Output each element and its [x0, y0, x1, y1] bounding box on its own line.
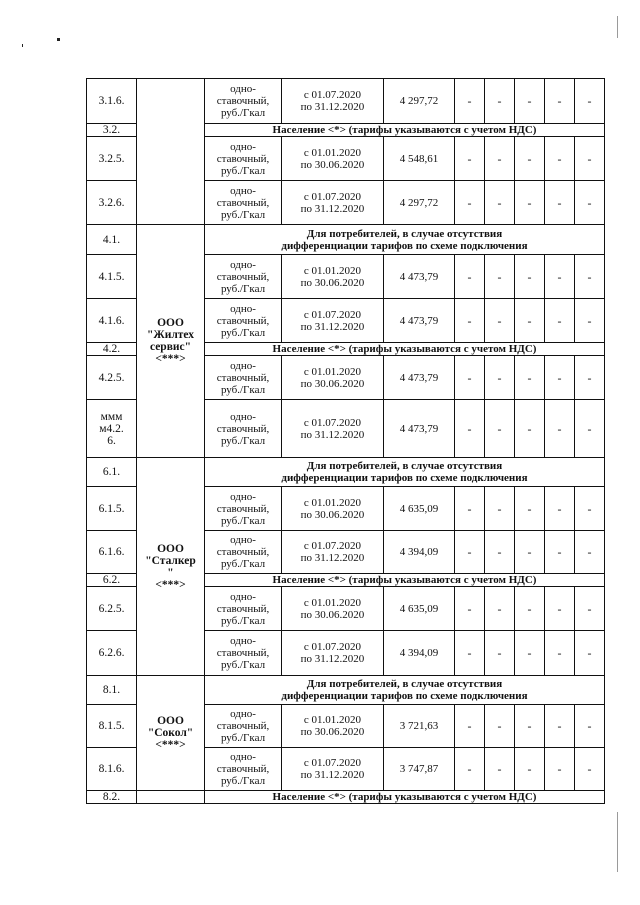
empty-value: -: [455, 79, 485, 124]
empty-value: -: [515, 631, 545, 676]
empty-value: -: [545, 531, 575, 574]
tariff-value: 4 473,79: [384, 255, 455, 299]
table-row: [87, 458, 605, 487]
empty-value: -: [575, 487, 605, 531]
empty-value: -: [575, 79, 605, 124]
empty-value: -: [575, 299, 605, 343]
rate-label: одно- ставочный, руб./Гкал: [205, 181, 282, 225]
empty-value: -: [485, 137, 515, 181]
empty-value: -: [455, 400, 485, 458]
tariff-value: 4 635,09: [384, 587, 455, 631]
empty-value: -: [515, 400, 545, 458]
row-number: 4.1.6.: [87, 299, 137, 343]
period-cell: с 01.01.2020 по 30.06.2020: [282, 587, 384, 631]
rate-label: одно- ставочный, руб./Гкал: [205, 255, 282, 299]
empty-value: -: [545, 705, 575, 748]
table-row: [87, 676, 605, 705]
period-cell: с 01.07.2020 по 31.12.2020: [282, 299, 384, 343]
period-cell: с 01.07.2020 по 31.12.2020: [282, 631, 384, 676]
row-number: 6.1.: [87, 458, 137, 487]
empty-value: -: [455, 299, 485, 343]
row-number: 4.2.: [87, 343, 137, 356]
empty-value: -: [575, 587, 605, 631]
empty-value: -: [455, 137, 485, 181]
empty-value: -: [545, 137, 575, 181]
tariff-value: 4 548,61: [384, 137, 455, 181]
empty-value: -: [575, 255, 605, 299]
empty-value: -: [455, 356, 485, 400]
scan-edge-noise: [617, 812, 618, 872]
organization-name: ООО "Сокол" <***>: [137, 676, 205, 791]
section-heading-population: Население <*> (тарифы указываются с учетом НДС): [205, 791, 605, 804]
empty-value: -: [485, 400, 515, 458]
empty-value: -: [545, 400, 575, 458]
tariff-value: 3 721,63: [384, 705, 455, 748]
row-number: 6.1.5.: [87, 487, 137, 531]
empty-value: -: [545, 587, 575, 631]
empty-value: -: [485, 587, 515, 631]
rate-label: одно- ставочный, руб./Гкал: [205, 400, 282, 458]
rate-label: одно- ставочный, руб./Гкал: [205, 748, 282, 791]
empty-value: -: [515, 299, 545, 343]
table-row: [87, 791, 605, 804]
tariff-value: 4 473,79: [384, 400, 455, 458]
period-cell: с 01.07.2020 по 31.12.2020: [282, 181, 384, 225]
empty-value: -: [515, 705, 545, 748]
empty-value: -: [515, 181, 545, 225]
empty-value: -: [545, 181, 575, 225]
empty-value: -: [485, 487, 515, 531]
organization-name: ООО "Сталкер " <***>: [137, 458, 205, 676]
empty-value: -: [545, 631, 575, 676]
rate-label: одно- ставочный, руб./Гкал: [205, 705, 282, 748]
tariff-table: [86, 78, 605, 804]
period-cell: с 01.07.2020 по 31.12.2020: [282, 531, 384, 574]
row-number: 4.1.: [87, 225, 137, 255]
empty-value: -: [515, 137, 545, 181]
empty-value: -: [575, 181, 605, 225]
rate-label: одно- ставочный, руб./Гкал: [205, 137, 282, 181]
empty-value: -: [455, 181, 485, 225]
rate-label: одно- ставочный, руб./Гкал: [205, 531, 282, 574]
rate-label: одно- ставочный, руб./Гкал: [205, 356, 282, 400]
row-number: 8.1.6.: [87, 748, 137, 791]
empty-value: -: [455, 255, 485, 299]
row-number: 8.2.: [87, 791, 137, 804]
empty-value: -: [545, 487, 575, 531]
rate-label: одно- ставочный, руб./Гкал: [205, 299, 282, 343]
row-number: 3.2.6.: [87, 181, 137, 225]
empty-value: -: [455, 487, 485, 531]
scan-speck: [22, 44, 23, 47]
empty-value: -: [485, 299, 515, 343]
empty-value: -: [515, 356, 545, 400]
section-heading-population: Население <*> (тарифы указываются с учетом НДС): [205, 343, 605, 356]
empty-value: -: [545, 748, 575, 791]
empty-value: -: [575, 400, 605, 458]
rate-label: одно- ставочный, руб./Гкал: [205, 587, 282, 631]
row-number: 6.1.6.: [87, 531, 137, 574]
rate-label: одно- ставочный, руб./Гкал: [205, 79, 282, 124]
row-number: 8.1.: [87, 676, 137, 705]
empty-value: -: [545, 299, 575, 343]
empty-value: -: [575, 748, 605, 791]
empty-value: -: [545, 356, 575, 400]
period-cell: с 01.01.2020 по 30.06.2020: [282, 705, 384, 748]
scan-edge-noise: [617, 16, 618, 38]
row-number: 3.1.6.: [87, 79, 137, 124]
organization-cell: [137, 79, 205, 225]
empty-value: -: [455, 587, 485, 631]
empty-value: -: [455, 531, 485, 574]
empty-value: -: [575, 531, 605, 574]
tariff-value: 4 473,79: [384, 299, 455, 343]
empty-value: -: [515, 255, 545, 299]
section-heading-population: Население <*> (тарифы указываются с учетом НДС): [205, 124, 605, 137]
empty-value: -: [485, 705, 515, 748]
row-number: 4.2.5.: [87, 356, 137, 400]
tariff-value: 3 747,87: [384, 748, 455, 791]
empty-value: -: [515, 79, 545, 124]
table-row: [87, 79, 605, 124]
section-heading-consumers: Для потребителей, в случае отсутствия дифференциации тарифов по схеме подключения: [205, 225, 605, 255]
empty-value: -: [485, 356, 515, 400]
empty-value: -: [485, 748, 515, 791]
table-row: [87, 225, 605, 255]
scan-speck: [57, 38, 60, 41]
empty-value: -: [485, 181, 515, 225]
empty-value: -: [575, 137, 605, 181]
empty-value: -: [515, 587, 545, 631]
empty-value: -: [455, 705, 485, 748]
row-number: 3.2.: [87, 124, 137, 137]
empty-value: -: [455, 748, 485, 791]
tariff-value: 4 473,79: [384, 356, 455, 400]
row-number: 6.2.: [87, 574, 137, 587]
organization-name: ООО "Жилтех сервис" <***>: [137, 225, 205, 458]
period-cell: с 01.07.2020 по 31.12.2020: [282, 79, 384, 124]
tariff-value: 4 297,72: [384, 181, 455, 225]
period-cell: с 01.01.2020 по 30.06.2020: [282, 137, 384, 181]
row-number: 3.2.5.: [87, 137, 137, 181]
period-cell: с 01.01.2020 по 30.06.2020: [282, 487, 384, 531]
empty-value: -: [515, 531, 545, 574]
period-cell: с 01.01.2020 по 30.06.2020: [282, 255, 384, 299]
empty-value: -: [515, 748, 545, 791]
period-cell: с 01.01.2020 по 30.06.2020: [282, 356, 384, 400]
rate-label: одно- ставочный, руб./Гкал: [205, 487, 282, 531]
empty-value: -: [545, 255, 575, 299]
section-heading-consumers: Для потребителей, в случае отсутствия дифференциации тарифов по схеме подключения: [205, 458, 605, 487]
empty-value: -: [455, 631, 485, 676]
empty-value: -: [545, 79, 575, 124]
row-number: ммм м4.2. 6.: [87, 400, 137, 458]
row-number: 6.2.5.: [87, 587, 137, 631]
tariff-value: 4 394,09: [384, 631, 455, 676]
tariff-value: 4 635,09: [384, 487, 455, 531]
empty-value: -: [485, 255, 515, 299]
empty-value: -: [575, 705, 605, 748]
section-heading-population: Население <*> (тарифы указываются с учетом НДС): [205, 574, 605, 587]
empty-value: -: [515, 487, 545, 531]
empty-value: -: [575, 631, 605, 676]
rate-label: одно- ставочный, руб./Гкал: [205, 631, 282, 676]
empty-value: -: [485, 631, 515, 676]
row-number: 8.1.5.: [87, 705, 137, 748]
period-cell: с 01.07.2020 по 31.12.2020: [282, 748, 384, 791]
tariff-value: 4 394,09: [384, 531, 455, 574]
section-heading-consumers: Для потребителей, в случае отсутствия дифференциации тарифов по схеме подключения: [205, 676, 605, 705]
organization-cell: [137, 791, 205, 804]
empty-value: -: [575, 356, 605, 400]
tariff-value: 4 297,72: [384, 79, 455, 124]
row-number: 6.2.6.: [87, 631, 137, 676]
period-cell: с 01.07.2020 по 31.12.2020: [282, 400, 384, 458]
empty-value: -: [485, 531, 515, 574]
empty-value: -: [485, 79, 515, 124]
row-number: 4.1.5.: [87, 255, 137, 299]
